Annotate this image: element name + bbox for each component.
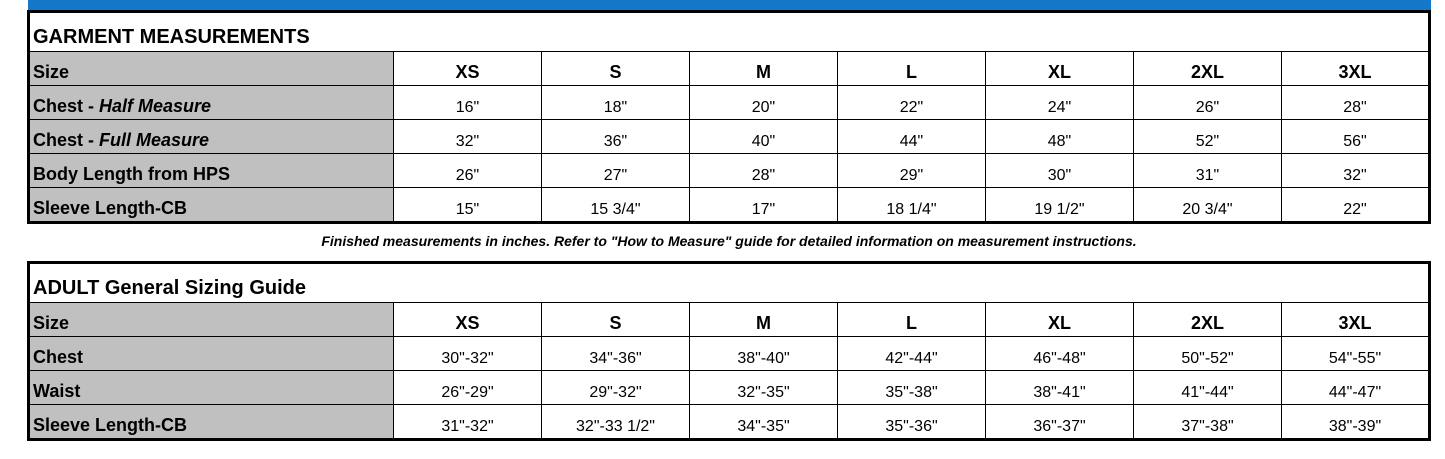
row-label: Sleeve Length-CB — [29, 405, 394, 440]
table-cell: 52" — [1134, 120, 1282, 154]
table-cell: 40" — [690, 120, 838, 154]
table-cell: 26" — [394, 154, 542, 188]
row-label-main: Body Length from HPS — [33, 164, 230, 184]
adult-size-header: XS — [394, 303, 542, 337]
row-label — [29, 188, 394, 223]
table-cell: 54"-55" — [1282, 337, 1430, 371]
table-row — [29, 337, 1430, 371]
adult-size-label: Size — [29, 303, 394, 337]
garment-size-header: 3XL — [1282, 52, 1430, 86]
adult-size-header: 3XL — [1282, 303, 1430, 337]
adult-size-header: 2XL — [1134, 303, 1282, 337]
table-cell: 35"-36" — [838, 405, 986, 440]
table-cell: 18" — [542, 86, 690, 120]
table-cell: 19 1/2" — [986, 188, 1134, 223]
table-cell: 38"-40" — [690, 337, 838, 371]
row-label — [29, 120, 394, 154]
garment-size-header: XL — [986, 52, 1134, 86]
table-cell: 30" — [986, 154, 1134, 188]
garment-size-label: Size — [29, 52, 394, 86]
table-cell: 32" — [394, 120, 542, 154]
table-cell: 34"-36" — [542, 337, 690, 371]
table-cell: 50"-52" — [1134, 337, 1282, 371]
table-cell: 30"-32" — [394, 337, 542, 371]
table-cell: 35"-38" — [838, 371, 986, 405]
table-cell: 38"-39" — [1282, 405, 1430, 440]
row-label-main: Chest - — [33, 96, 100, 116]
adult-table-title: ADULT General Sizing Guide — [29, 263, 1430, 303]
table-row — [29, 371, 1430, 405]
table-cell: 48" — [986, 120, 1134, 154]
table-cell: 37"-38" — [1134, 405, 1282, 440]
table-cell: 44" — [838, 120, 986, 154]
row-label-emphasis: Half Measure — [99, 96, 212, 116]
table-cell: 20 3/4" — [1134, 188, 1282, 223]
table-row — [29, 154, 1430, 188]
table-cell: 29" — [838, 154, 986, 188]
table-cell: 34"-35" — [690, 405, 838, 440]
garment-size-header: 2XL — [1134, 52, 1282, 86]
table-cell: 38"-41" — [986, 371, 1134, 405]
table-cell: 18 1/4" — [838, 188, 986, 223]
table-cell: 17" — [690, 188, 838, 223]
table-cell: 31" — [1134, 154, 1282, 188]
row-label-emphasis: Full Measure — [99, 130, 210, 150]
garment-size-header: M — [690, 52, 838, 86]
table-cell: 15 3/4" — [542, 188, 690, 223]
table-cell: 16" — [394, 86, 542, 120]
table-row — [29, 120, 1430, 154]
table-cell: 26"-29" — [394, 371, 542, 405]
adult-size-header: L — [838, 303, 986, 337]
adult-sizing-table — [27, 261, 1431, 441]
table-cell: 31"-32" — [394, 405, 542, 440]
table-cell: 28" — [1282, 86, 1430, 120]
table-cell: 24" — [986, 86, 1134, 120]
row-label — [29, 86, 394, 120]
table-cell: 32"-35" — [690, 371, 838, 405]
row-label-main: Sleeve Length-CB — [33, 198, 188, 218]
table-cell: 20" — [690, 86, 838, 120]
table-cell: 44"-47" — [1282, 371, 1430, 405]
table-cell: 32"-33 1/2" — [542, 405, 690, 440]
table-cell: 26" — [1134, 86, 1282, 120]
garment-measurements-table — [27, 10, 1431, 224]
table-cell: 22" — [1282, 188, 1430, 223]
table-row — [29, 86, 1430, 120]
row-label: Chest — [29, 337, 394, 371]
garment-table-title: GARMENT MEASUREMENTS — [29, 12, 1430, 52]
table-cell: 32" — [1282, 154, 1430, 188]
garment-size-header: L — [838, 52, 986, 86]
table-cell: 22" — [838, 86, 986, 120]
table-cell: 36"-37" — [986, 405, 1134, 440]
table-cell: 27" — [542, 154, 690, 188]
table-cell: 46"-48" — [986, 337, 1134, 371]
table-row — [29, 405, 1430, 440]
row-label: Waist — [29, 371, 394, 405]
garment-size-header: XS — [394, 52, 542, 86]
table-cell: 28" — [690, 154, 838, 188]
table-cell: 41"-44" — [1134, 371, 1282, 405]
adult-size-header: XL — [986, 303, 1134, 337]
table-cell: 15" — [394, 188, 542, 223]
row-label-main: Chest - — [33, 130, 100, 150]
table-cell: 42"-44" — [838, 337, 986, 371]
measurement-note: Finished measurements in inches. Refer to "How to Measure" guide for detailed information on measurement instructions. — [321, 233, 1137, 249]
adult-size-header: S — [542, 303, 690, 337]
table-cell: 56" — [1282, 120, 1430, 154]
row-label — [29, 154, 394, 188]
table-cell: 36" — [542, 120, 690, 154]
table-cell: 29"-32" — [542, 371, 690, 405]
adult-size-header: M — [690, 303, 838, 337]
table-row — [29, 188, 1430, 223]
garment-size-header: S — [542, 52, 690, 86]
